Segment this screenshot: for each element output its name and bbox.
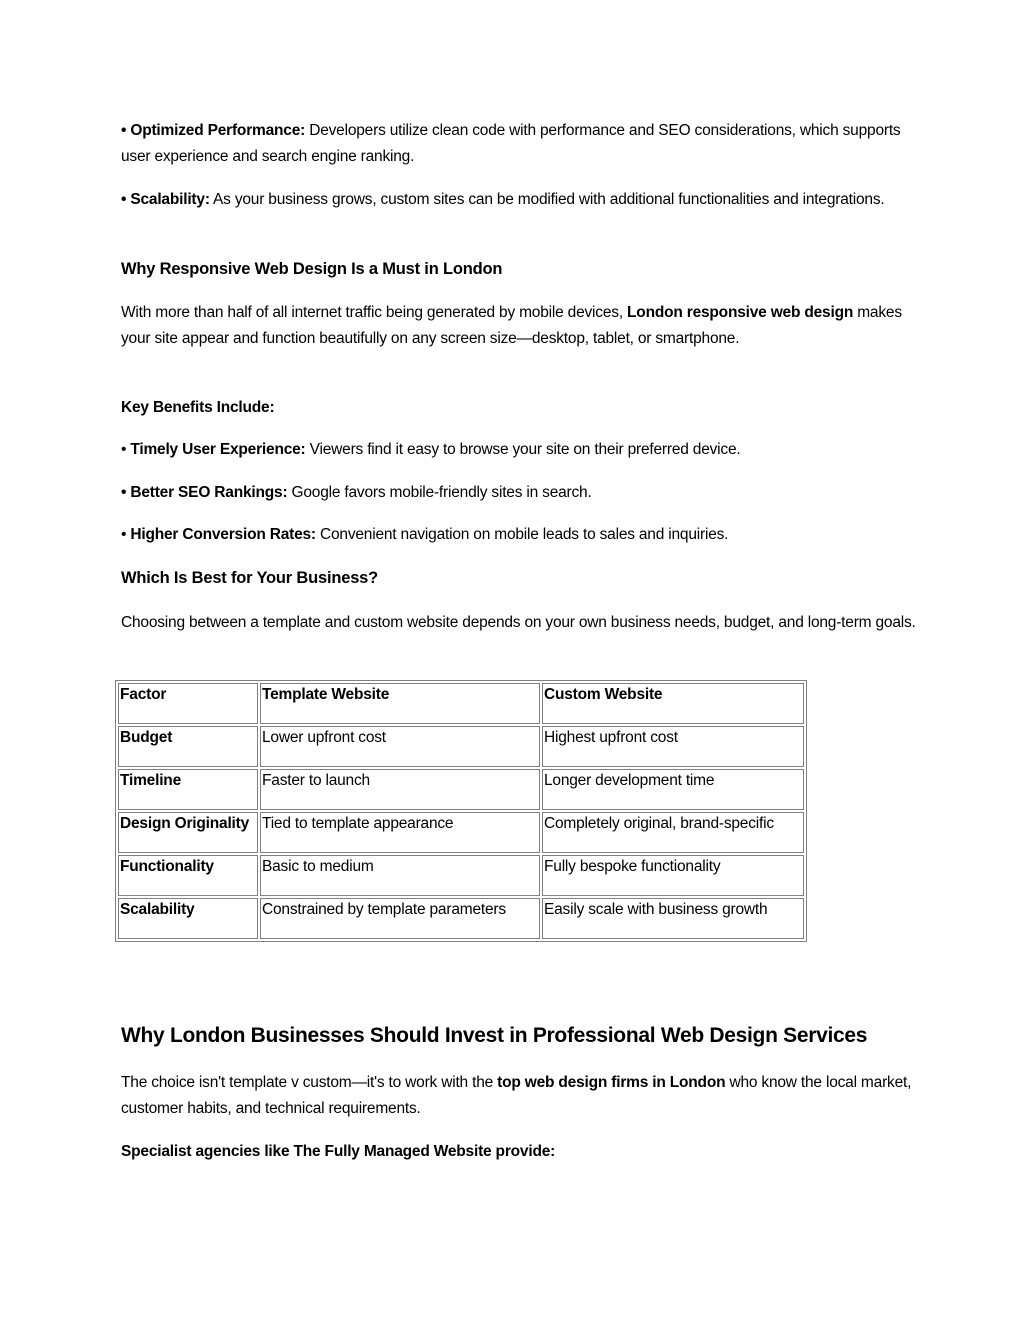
bullet-marker: • <box>121 526 127 543</box>
bullet-marker: • <box>121 191 127 208</box>
table-header-cell: Custom Website <box>542 683 804 724</box>
table-cell-custom: Easily scale with business growth <box>542 898 804 939</box>
benefit-text: Viewers find it easy to browse your site on their preferred device. <box>305 441 741 458</box>
intro-bold: London responsive web design <box>627 304 854 321</box>
table-cell-custom: Completely original, brand-specific <box>542 812 804 853</box>
agencies-line: Specialist agencies like The Fully Managed Website provide: <box>121 1143 556 1160</box>
bullet-marker: • <box>121 441 127 458</box>
table-row <box>118 812 804 853</box>
paragraph-invest <box>121 1070 921 1122</box>
benefit-label: Better SEO Rankings: <box>130 484 288 501</box>
bullet-optimized-performance <box>121 118 921 170</box>
benefit-label: Higher Conversion Rates: <box>130 526 316 543</box>
intro-text-after: makes your site appear and function beautifully on any screen size—desktop, tablet, or smartphone. <box>121 304 902 347</box>
table-cell-custom: Fully bespoke functionality <box>542 855 804 896</box>
benefit-item <box>121 522 728 548</box>
benefit-item <box>121 480 592 506</box>
table-cell-custom: Longer development time <box>542 769 804 810</box>
table-row <box>118 769 804 810</box>
key-benefits-heading: Key Benefits Include: <box>121 399 275 416</box>
heading-invest: Why London Businesses Should Invest in Professional Web Design Services <box>121 1024 868 1047</box>
heading-which-best: Which Is Best for Your Business? <box>121 569 379 587</box>
table-header-row <box>118 683 804 724</box>
table-cell-factor: Timeline <box>118 769 258 810</box>
table-header-cell: Template Website <box>260 683 540 724</box>
benefit-label: Timely User Experience: <box>130 441 306 458</box>
table-cell-custom: Highest upfront cost <box>542 726 804 767</box>
table-row <box>118 898 804 939</box>
table-cell-template: Lower upfront cost <box>260 726 540 767</box>
paragraph-responsive-intro <box>121 300 921 352</box>
table-cell-factor: Budget <box>118 726 258 767</box>
table-header-cell: Factor <box>118 683 258 724</box>
intro-text: The choice isn't template v custom—it's to work with the <box>121 1074 498 1091</box>
intro-text-after: who know the local market, customer habits, and technical requirements. <box>121 1074 912 1117</box>
table-cell-template: Tied to template appearance <box>260 812 540 853</box>
table-cell-template: Basic to medium <box>260 855 540 896</box>
benefit-item <box>121 437 741 463</box>
table-cell-template: Constrained by template parameters <box>260 898 540 939</box>
bullet-text: As your business grows, custom sites can be modified with additional functionalities and integrations. <box>209 191 885 208</box>
table-cell-template: Faster to launch <box>260 769 540 810</box>
benefit-text: Google favors mobile-friendly sites in search. <box>287 484 592 501</box>
benefit-text: Convenient navigation on mobile leads to sales and inquiries. <box>315 526 729 543</box>
table-row <box>118 726 804 767</box>
comparison-table <box>115 680 807 942</box>
bullet-text: Developers utilize clean code with performance and SEO considerations, which supports user experience and search engine ranking. <box>121 122 901 165</box>
bullet-marker: • <box>121 484 127 501</box>
bullet-marker: • <box>121 122 127 139</box>
intro-bold: top web design firms in London <box>497 1074 726 1091</box>
table-cell-factor: Scalability <box>118 898 258 939</box>
table-cell-factor: Functionality <box>118 855 258 896</box>
intro-text: With more than half of all internet traffic being generated by mobile devices, <box>121 304 628 321</box>
bullet-label: Scalability: <box>130 191 210 208</box>
bullet-label: Optimized Performance: <box>130 122 306 139</box>
table-row <box>118 855 804 896</box>
paragraph-which-best: Choosing between a template and custom website depends on your own business needs, budget, and long-term goals. <box>121 614 916 631</box>
bullet-scalability <box>121 187 884 213</box>
table-cell-factor: Design Originality <box>118 812 258 853</box>
heading-responsive: Why Responsive Web Design Is a Must in London <box>121 260 503 278</box>
